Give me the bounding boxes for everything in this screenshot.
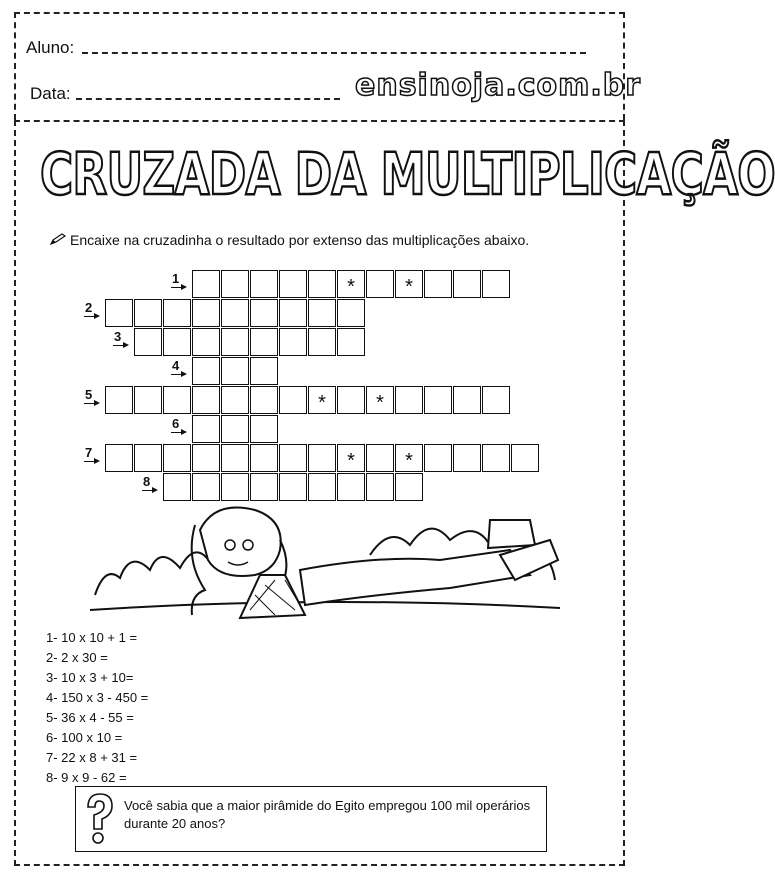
crossword-cell[interactable]: [424, 444, 452, 472]
crossword-cell[interactable]: [395, 473, 423, 501]
crossword-cell[interactable]: [221, 270, 249, 298]
crossword-cell[interactable]: [279, 473, 307, 501]
title-banner: [40, 140, 775, 220]
crossword-cell[interactable]: [163, 473, 191, 501]
crossword-cell[interactable]: *: [337, 270, 365, 298]
crossword-cell[interactable]: [337, 299, 365, 327]
crossword-cell[interactable]: *: [395, 270, 423, 298]
crossword-cell[interactable]: [163, 328, 191, 356]
crossword-cell[interactable]: [279, 299, 307, 327]
crossword-cell[interactable]: [105, 444, 133, 472]
crossword-cell[interactable]: [221, 473, 249, 501]
instruction: [50, 232, 529, 248]
crossword-cell[interactable]: [482, 270, 510, 298]
equation-5: 5- 36 x 4 - 55 =: [46, 710, 134, 725]
crossword-cell[interactable]: [134, 299, 162, 327]
crossword-cell[interactable]: [192, 270, 220, 298]
crossword-cell[interactable]: [337, 473, 365, 501]
clue-number: 3: [114, 329, 122, 344]
crossword-cell[interactable]: [453, 270, 481, 298]
clue-number: 2: [85, 300, 93, 315]
header-frame: [14, 12, 625, 120]
crossword-cell[interactable]: [221, 444, 249, 472]
clue-number: 7: [85, 445, 93, 460]
crossword-cell[interactable]: [192, 444, 220, 472]
crossword-cell[interactable]: [134, 328, 162, 356]
clue-arrow-icon: [171, 287, 185, 288]
equation-7: 7- 22 x 8 + 31 =: [46, 750, 138, 765]
crossword-cell[interactable]: [250, 328, 278, 356]
equation-8: 8- 9 x 9 - 62 =: [46, 770, 127, 785]
clue-number: 8: [143, 474, 151, 489]
crossword-cell[interactable]: [308, 473, 336, 501]
crossword-cell[interactable]: [192, 415, 220, 443]
crossword-cell[interactable]: [511, 444, 539, 472]
crossword-cell[interactable]: [163, 444, 191, 472]
crossword-cell[interactable]: [192, 299, 220, 327]
crossword-cell[interactable]: [134, 444, 162, 472]
crossword-cell[interactable]: [250, 357, 278, 385]
date-line[interactable]: [76, 98, 340, 100]
crossword-cell[interactable]: *: [366, 386, 394, 414]
crossword-cell[interactable]: [250, 299, 278, 327]
crossword-cell[interactable]: [163, 299, 191, 327]
crossword-cell[interactable]: [482, 386, 510, 414]
crossword-cell[interactable]: [453, 444, 481, 472]
crossword-cell[interactable]: [250, 386, 278, 414]
crossword-cell[interactable]: [221, 328, 249, 356]
clue-number: 1: [172, 271, 180, 286]
student-label: Aluno:: [26, 38, 75, 57]
crossword-cell[interactable]: [279, 328, 307, 356]
clue-arrow-icon: [142, 490, 156, 491]
clue-arrow-icon: [171, 432, 185, 433]
crossword-cell[interactable]: [250, 473, 278, 501]
date-label: Data:: [30, 84, 71, 103]
crossword-cell[interactable]: [221, 299, 249, 327]
equation-4: 4- 150 x 3 - 450 =: [46, 690, 149, 705]
crossword-cell[interactable]: [163, 386, 191, 414]
equation-6: 6- 100 x 10 =: [46, 730, 123, 745]
crossword-cell[interactable]: [105, 386, 133, 414]
crossword-cell[interactable]: [192, 386, 220, 414]
crossword-cell[interactable]: [221, 357, 249, 385]
crossword-cell[interactable]: [308, 299, 336, 327]
crossword-cell[interactable]: *: [395, 444, 423, 472]
site-logo: ensinoja.com.br: [355, 68, 642, 103]
crossword-cell[interactable]: [250, 270, 278, 298]
equation-2: 2- 2 x 30 =: [46, 650, 108, 665]
crossword-cell[interactable]: [308, 270, 336, 298]
crossword-cell[interactable]: [250, 415, 278, 443]
clue-number: 5: [85, 387, 93, 402]
student-name-line[interactable]: [82, 52, 586, 54]
crossword-cell[interactable]: [308, 328, 336, 356]
crossword-cell[interactable]: [279, 270, 307, 298]
crossword-cell[interactable]: [337, 386, 365, 414]
pencil-icon: [50, 232, 66, 248]
crossword-cell[interactable]: [453, 386, 481, 414]
clue-arrow-icon: [84, 316, 98, 317]
page-title: CRUZADA DA MULTIPLICAÇÃO: [40, 140, 775, 208]
crossword-cell[interactable]: [134, 386, 162, 414]
clue-number: 6: [172, 416, 180, 431]
equation-1: 1- 10 x 10 + 1 =: [46, 630, 138, 645]
clue-arrow-icon: [84, 403, 98, 404]
clue-arrow-icon: [84, 461, 98, 462]
equation-3: 3- 10 x 3 + 10=: [46, 670, 134, 685]
fact-box: [75, 786, 547, 852]
crossword-cell[interactable]: [424, 270, 452, 298]
crossword-cell[interactable]: [308, 444, 336, 472]
crossword-cell[interactable]: [482, 444, 510, 472]
girl-illustration: [90, 500, 560, 635]
crossword-cell[interactable]: [105, 299, 133, 327]
crossword-cell[interactable]: [192, 357, 220, 385]
crossword-cell[interactable]: [395, 386, 423, 414]
crossword-cell[interactable]: [192, 328, 220, 356]
crossword-cell[interactable]: [366, 473, 394, 501]
crossword-cell[interactable]: [221, 386, 249, 414]
fact-text: Você sabia que a maior pirâmide do Egito empregou 100 mil operários durante 20 anos?: [124, 798, 531, 831]
crossword-cell[interactable]: [279, 386, 307, 414]
crossword-cell[interactable]: [279, 444, 307, 472]
clue-arrow-icon: [113, 345, 127, 346]
instruction-text: Encaixe na cruzadinha o resultado por extenso das multiplicações abaixo.: [70, 232, 530, 248]
crossword-cell[interactable]: [192, 473, 220, 501]
crossword-cell[interactable]: [337, 328, 365, 356]
crossword-cell[interactable]: *: [337, 444, 365, 472]
crossword-cell[interactable]: [366, 270, 394, 298]
crossword-cell[interactable]: [250, 444, 278, 472]
crossword-cell[interactable]: [424, 386, 452, 414]
question-mark-icon: [82, 791, 116, 852]
crossword-cell[interactable]: [221, 415, 249, 443]
crossword-cell[interactable]: [366, 444, 394, 472]
clue-arrow-icon: [171, 374, 185, 375]
crossword-cell[interactable]: *: [308, 386, 336, 414]
clue-number: 4: [172, 358, 180, 373]
